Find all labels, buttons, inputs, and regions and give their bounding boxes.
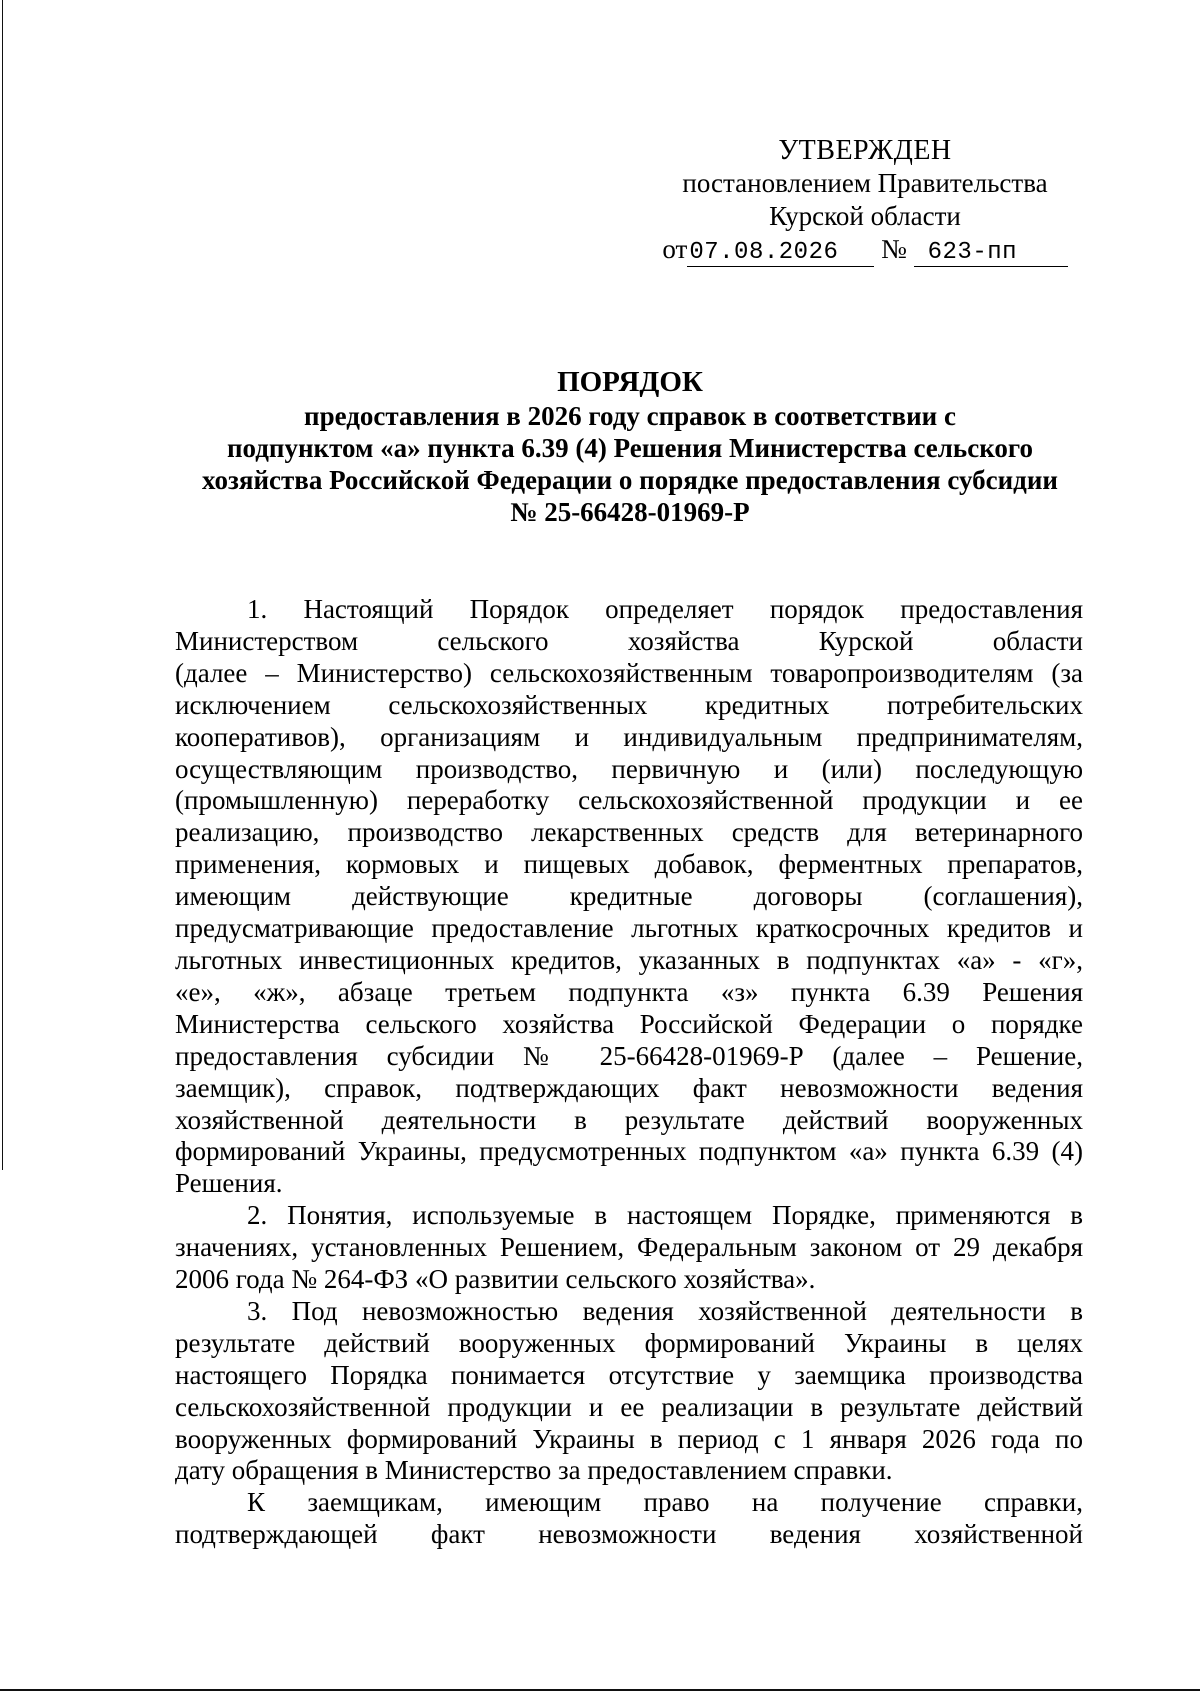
text-line: Решения. <box>175 1168 283 1199</box>
text-line: значениях, установленных Решением, Федеральным законом от 29 декабря <box>175 1232 1083 1263</box>
title-main: ПОРЯДОК <box>557 366 703 398</box>
number-sign: № <box>881 234 907 264</box>
text-line: Министерства сельского хозяйства Российской Федерации о порядке <box>175 1008 1083 1039</box>
paragraph-1 <box>175 594 1083 1200</box>
approval-heading: УТВЕРЖДЕН <box>778 135 952 166</box>
text-line: 2006 года № 264-ФЗ «О развитии сельского хозяйства». <box>175 1264 816 1295</box>
text-line: результате действий вооруженных формирований Украины в целях <box>175 1327 1083 1358</box>
text-line: хозяйственной деятельности в результате действий вооруженных <box>175 1104 1083 1135</box>
title-line: предоставления в 2026 году справок в соответствии с <box>304 401 956 431</box>
text-line: применения, кормовых и пищевых добавок, ферментных препаратов, <box>175 849 1083 880</box>
text-line: дату обращения в Министерство за предоставлением справки. <box>175 1455 893 1486</box>
paragraph-3 <box>175 1296 1083 1487</box>
paragraph-2 <box>175 1200 1083 1296</box>
approval-line-2: постановлением Правительства <box>682 168 1048 198</box>
text-line: «е», «ж», абзаце третьем подпункта «з» пункта 6.39 Решения <box>175 976 1083 1007</box>
decree-date: 07.08.2026 <box>687 240 874 267</box>
text-line: Министерством сельского хозяйства Курской области <box>175 625 1083 656</box>
text-line: 1. Настоящий Порядок определяет порядок предоставления <box>247 594 1083 624</box>
text-line: настоящего Порядка понимается отсутствие у заемщика производства <box>175 1359 1083 1390</box>
text-line: К заемщикам, имеющим право на получение справки, <box>247 1487 1083 1518</box>
text-line: исключением сельскохозяйственных кредитных потребительских <box>175 689 1083 720</box>
scan-bottom-edge <box>0 1689 1200 1691</box>
document-body <box>175 594 1083 1551</box>
text-line: 3. Под невозможностью ведения хозяйственной деятельности в <box>247 1295 1083 1326</box>
title-line: № 25-66428-01969-Р <box>510 497 750 527</box>
text-line: (далее – Министерство) сельскохозяйственным товаропроизводителям (за <box>175 657 1083 688</box>
approval-stamp-block <box>640 134 1090 267</box>
text-line: предусматривающие предоставление льготных краткосрочных кредитов и <box>175 913 1083 944</box>
text-line: (промышленную) переработку сельскохозяйственной продукции и ее <box>175 785 1083 816</box>
text-line: имеющим действующие кредитные договоры (соглашения), <box>175 881 1083 912</box>
text-line: предоставления субсидии № 25-66428-01969-Р (далее – Решение, <box>175 1040 1083 1071</box>
scan-left-edge <box>2 0 3 1170</box>
title-line: подпунктом «а» пункта 6.39 (4) Решения Министерства сельского <box>227 433 1033 463</box>
text-line: 2. Понятия, используемые в настоящем Порядке, применяются в <box>247 1200 1083 1231</box>
date-prefix: от <box>662 234 688 264</box>
text-line: подтверждающей факт невозможности ведения хозяйственной <box>175 1519 1083 1550</box>
title-line: хозяйства Российской Федерации о порядке предоставления субсидии <box>202 465 1058 495</box>
text-line: формирований Украины, предусмотренных подпунктом «а» пункта 6.39 (4) <box>175 1136 1083 1167</box>
text-line: заемщик), справок, подтверждающих факт невозможности ведения <box>175 1072 1083 1103</box>
text-line: сельскохозяйственной продукции и ее реализации в результате действий <box>175 1391 1083 1422</box>
text-line: кооперативов), организациям и индивидуальным предпринимателям, <box>175 721 1083 752</box>
text-line: реализацию, производство лекарственных средств для ветеринарного <box>175 817 1083 848</box>
text-line: осуществляющим производство, первичную и (или) последующую <box>175 753 1083 784</box>
approval-line-3: Курской области <box>769 201 961 231</box>
document-title <box>170 366 1090 528</box>
approval-date-line <box>640 233 1090 267</box>
text-line: льготных инвестиционных кредитов, указанных в подпунктах «а» - «г», <box>175 944 1083 975</box>
text-line: вооруженных формирований Украины в период с 1 января 2026 года по <box>175 1423 1083 1454</box>
paragraph-4 <box>175 1487 1083 1551</box>
decree-number: 623-пп <box>914 240 1068 267</box>
